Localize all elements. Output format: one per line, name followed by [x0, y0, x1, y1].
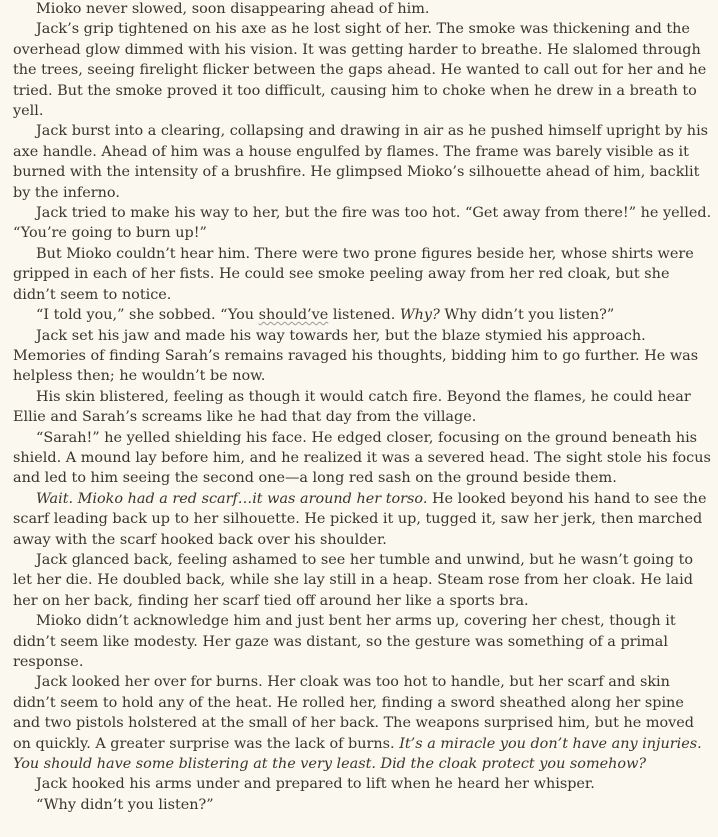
text-run: Jack looked her over for burns. Her cloak was too hot to handle, but her scarf and skin didn’t seem to hold any of the heat. He rolled her, finding a sword sheathed along her spine and two pistols holstered at the small of her back. The weapons surprised him, but he moved on quickly. A greater surprise was the lack of burns. [13, 674, 694, 752]
text-run: Jack tried to make his way to her, but the fire was too hot. “Get away from there!” he yelled. “You’re going to burn up!” [13, 205, 712, 242]
text-run: Mioko didn’t acknowledge him and just bent her arms up, covering her chest, though it didn’t seem like modesty. Her gaze was distant, so the gesture was something of a primal response. [13, 613, 676, 670]
paragraph [13, 611, 715, 672]
text-run: Jack’s grip tightened on his axe as he lost sight of her. The smoke was thickening and the overhead glow dimmed with his vision. It was getting harder to breathe. He slalomed through the trees, seeing firelight flicker between the gaps ahead. He wanted to call out for her and he tried. But the smoke proved it too difficult, causing him to choke when he drew in a breath to yell. [13, 21, 707, 120]
italic-text-run: Why? [399, 307, 440, 324]
paragraph [13, 121, 715, 203]
text-run: Jack hooked his arms under and prepared to lift when he heard her whisper. [36, 776, 595, 793]
paragraph [13, 489, 715, 550]
text-run: Mioko never slowed, soon disappearing ahead of him. [36, 1, 430, 17]
italic-text-run: Wait. Mioko had a red scarf…it was around her torso. [36, 490, 428, 507]
paragraph [13, 203, 715, 244]
paragraph [13, 672, 715, 774]
paragraph [13, 428, 715, 489]
paragraph [13, 550, 715, 611]
spellcheck-flagged-word[interactable]: should’ve [258, 307, 329, 324]
text-run: Jack set his jaw and made his way towards her, but the blaze stymied his approach. Memories of finding Sarah’s remains ravaged his thoughts, bidding him to go further. He was helpless then; he wouldn’t be now. [13, 327, 699, 385]
text-run: Jack glanced back, feeling ashamed to see her tumble and unwind, but he wasn’t going to let her die. He doubled back, while she lay still in a heap. Steam rose from her cloak. He laid her on her back, finding her scarf tied off around her like a sports bra. [13, 551, 694, 609]
paragraph [13, 0, 715, 19]
paragraph [13, 19, 715, 121]
text-run: Jack burst into a clearing, collapsing and drawing in air as he pushed himself upright by his axe handle. Ahead of him was a house engulfed by flames. The frame was barely visible as it burned with the intensity of a brushfire. He glimpsed Mioko’s silhouette ahead of him, backlit by the inferno. [13, 123, 709, 201]
paragraph [13, 795, 715, 815]
paragraph [13, 774, 715, 794]
text-run: “Sarah!” he yelled shielding his face. He edged closer, focusing on the ground beneath his shield. A mound lay before him, and he realized it was a severed head. The sight stole his focus and led to him seeing the second one—a long red sash on the ground beside them. [13, 429, 711, 487]
italic-text-run: It’s a miracle you don’t have any injuries. You should have some blistering at the very least. Did the cloak protect you somehow? [13, 735, 702, 773]
text-run: He looked beyond his hand to see the scarf leading back up to her silhouette. He picked it up, tugged it, saw her jerk, then marched away with the scarf hooked back over his shoulder. [13, 490, 707, 548]
text-run: But Mioko couldn’t hear him. There were two prone figures beside her, whose shirts were gripped in each of her fists. He could see smoke peeling away from her red cloak, but she didn’t seem to notice. [13, 245, 694, 303]
text-run: “Why didn’t you listen?” [36, 796, 214, 813]
text-run: His skin blistered, feeling as though it would catch fire. Beyond the flames, he could hear Ellie and Sarah’s screams like he had that day from the village. [13, 388, 691, 426]
text-run: “I told you,” she sobbed. “You [36, 307, 259, 324]
paragraph [13, 305, 715, 325]
paragraph [13, 244, 715, 305]
paragraph [13, 326, 715, 387]
paragraph [13, 387, 715, 428]
text-run: listened. [328, 307, 400, 324]
text-run: Why didn’t you listen?” [439, 307, 615, 324]
